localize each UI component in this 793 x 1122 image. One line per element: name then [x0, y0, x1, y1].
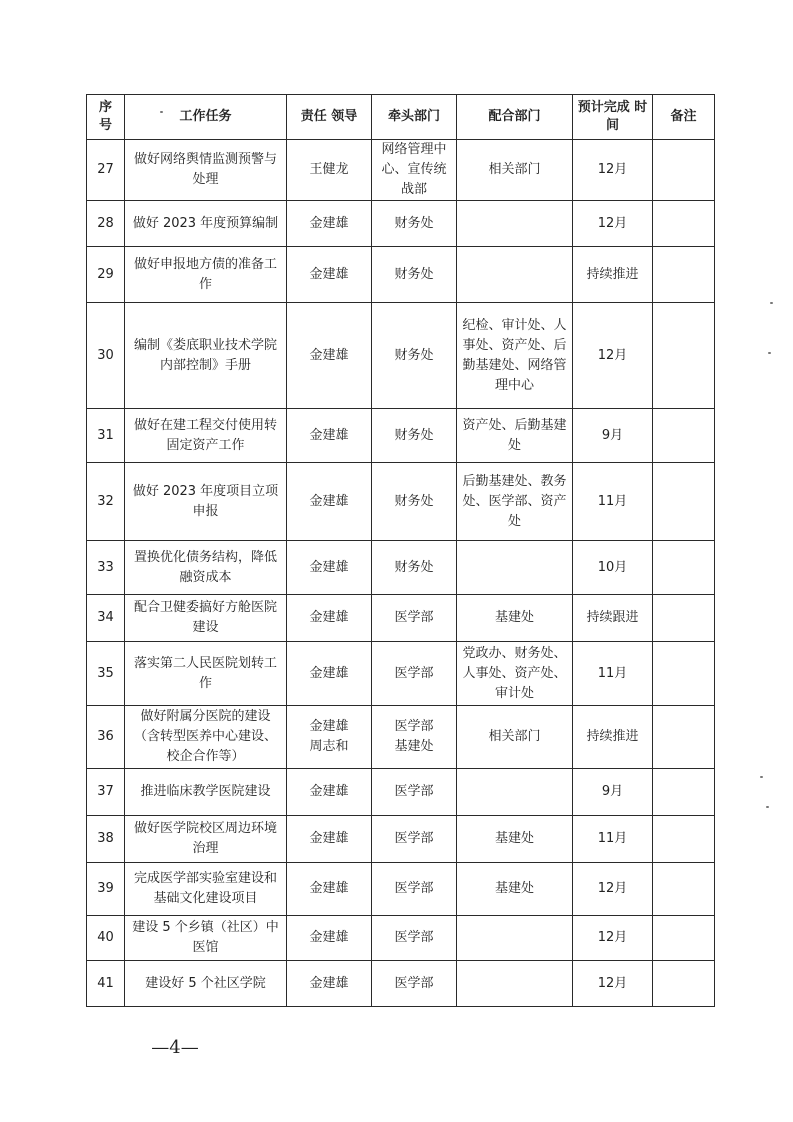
- cell-note: [653, 961, 715, 1007]
- cell-seq: 41: [87, 961, 125, 1007]
- cell-task: 完成医学部实验室建设和基础文化建设项目: [125, 863, 287, 916]
- cell-seq: 36: [87, 706, 125, 769]
- table-row: [87, 247, 715, 303]
- cell-note: [653, 463, 715, 541]
- cell-due: 11月: [573, 642, 653, 706]
- work-task-table: [86, 94, 715, 1007]
- cell-seq: 29: [87, 247, 125, 303]
- scan-speck: [760, 776, 763, 778]
- table-row: [87, 916, 715, 961]
- cell-note: [653, 706, 715, 769]
- header-lead-dept: 牵头部门: [372, 95, 457, 140]
- table-row: [87, 961, 715, 1007]
- cell-task: 推进临床教学医院建设: [125, 769, 287, 816]
- cell-coop-dept: 党政办、财务处、人事处、资产处、审计处: [457, 642, 573, 706]
- scan-speck: [766, 806, 769, 808]
- cell-lead-dept: 医学部: [372, 595, 457, 642]
- header-due: 预计完成 时间: [573, 95, 653, 140]
- cell-note: [653, 201, 715, 247]
- cell-coop-dept: 后勤基建处、教务处、医学部、资产处: [457, 463, 573, 541]
- cell-note: [653, 863, 715, 916]
- cell-seq: 32: [87, 463, 125, 541]
- cell-leader: 金建雄: [287, 863, 372, 916]
- cell-lead-dept: 医学部: [372, 642, 457, 706]
- cell-note: [653, 541, 715, 595]
- cell-lead-dept: 财务处: [372, 303, 457, 409]
- cell-note: [653, 916, 715, 961]
- table-row: [87, 201, 715, 247]
- cell-note: [653, 303, 715, 409]
- page-number: —4—: [151, 1037, 199, 1058]
- cell-leader: 金建雄: [287, 769, 372, 816]
- cell-seq: 40: [87, 916, 125, 961]
- cell-note: [653, 816, 715, 863]
- cell-coop-dept: 基建处: [457, 863, 573, 916]
- cell-note: [653, 247, 715, 303]
- table-row: [87, 463, 715, 541]
- cell-lead-dept: 医学部: [372, 961, 457, 1007]
- cell-seq: 34: [87, 595, 125, 642]
- table-row: [87, 595, 715, 642]
- cell-task: 做好附属分医院的建设（含转型医养中心建设、校企合作等）: [125, 706, 287, 769]
- cell-coop-dept: 基建处: [457, 816, 573, 863]
- cell-coop-dept: 相关部门: [457, 140, 573, 201]
- cell-task: 做好申报地方债的准备工作: [125, 247, 287, 303]
- cell-seq: 33: [87, 541, 125, 595]
- table-row: [87, 816, 715, 863]
- table-row: [87, 642, 715, 706]
- cell-leader: 金建雄: [287, 961, 372, 1007]
- cell-seq: 39: [87, 863, 125, 916]
- cell-note: [653, 409, 715, 463]
- cell-coop-dept: 相关部门: [457, 706, 573, 769]
- header-seq: 序 号: [87, 95, 125, 140]
- cell-note: [653, 595, 715, 642]
- cell-note: [653, 769, 715, 816]
- cell-coop-dept: 纪检、审计处、人事处、资产处、后勤基建处、网络管理中心: [457, 303, 573, 409]
- cell-due: 12月: [573, 201, 653, 247]
- header-note: 备注: [653, 95, 715, 140]
- table-body: [87, 140, 715, 1007]
- cell-task: 编制《娄底职业技术学院内部控制》手册: [125, 303, 287, 409]
- cell-coop-dept: [457, 201, 573, 247]
- header-row: [87, 95, 715, 140]
- cell-coop-dept: [457, 961, 573, 1007]
- cell-leader: 金建雄: [287, 409, 372, 463]
- cell-leader: 金建雄: [287, 916, 372, 961]
- cell-task: 做好 2023 年度项目立项申报: [125, 463, 287, 541]
- cell-leader: 王健龙: [287, 140, 372, 201]
- cell-lead-dept: 财务处: [372, 409, 457, 463]
- cell-leader: 金建雄 周志和: [287, 706, 372, 769]
- scan-speck: [770, 302, 773, 304]
- cell-note: [653, 140, 715, 201]
- table-row: [87, 863, 715, 916]
- cell-due: 11月: [573, 463, 653, 541]
- cell-coop-dept: [457, 541, 573, 595]
- cell-task: 做好在建工程交付使用转固定资产工作: [125, 409, 287, 463]
- cell-due: 9月: [573, 409, 653, 463]
- scan-speck: [160, 111, 163, 113]
- table-row: [87, 541, 715, 595]
- cell-note: [653, 642, 715, 706]
- cell-lead-dept: 医学部 基建处: [372, 706, 457, 769]
- cell-due: 持续跟进: [573, 595, 653, 642]
- cell-leader: 金建雄: [287, 247, 372, 303]
- header-leader: 责任 领导: [287, 95, 372, 140]
- cell-lead-dept: 医学部: [372, 769, 457, 816]
- cell-seq: 35: [87, 642, 125, 706]
- cell-due: 12月: [573, 863, 653, 916]
- cell-due: 9月: [573, 769, 653, 816]
- cell-lead-dept: 财务处: [372, 247, 457, 303]
- cell-due: 12月: [573, 303, 653, 409]
- table-row: [87, 303, 715, 409]
- cell-task: 做好网络舆情监测预警与处理: [125, 140, 287, 201]
- table-row: [87, 769, 715, 816]
- cell-task: 做好医学院校区周边环境治理: [125, 816, 287, 863]
- scan-speck: [768, 352, 771, 354]
- cell-coop-dept: [457, 247, 573, 303]
- cell-lead-dept: 财务处: [372, 541, 457, 595]
- cell-seq: 38: [87, 816, 125, 863]
- cell-leader: 金建雄: [287, 595, 372, 642]
- cell-due: 12月: [573, 961, 653, 1007]
- cell-leader: 金建雄: [287, 201, 372, 247]
- table-row: [87, 140, 715, 201]
- cell-task: 建设 5 个乡镇（社区）中医馆: [125, 916, 287, 961]
- cell-task: 落实第二人民医院划转工作: [125, 642, 287, 706]
- cell-seq: 31: [87, 409, 125, 463]
- cell-due: 10月: [573, 541, 653, 595]
- cell-seq: 27: [87, 140, 125, 201]
- cell-leader: 金建雄: [287, 816, 372, 863]
- cell-leader: 金建雄: [287, 463, 372, 541]
- cell-leader: 金建雄: [287, 541, 372, 595]
- cell-lead-dept: 医学部: [372, 863, 457, 916]
- cell-task: 做好 2023 年度预算编制: [125, 201, 287, 247]
- cell-lead-dept: 医学部: [372, 916, 457, 961]
- cell-leader: 金建雄: [287, 303, 372, 409]
- cell-coop-dept: 资产处、后勤基建处: [457, 409, 573, 463]
- cell-seq: 30: [87, 303, 125, 409]
- cell-leader: 金建雄: [287, 642, 372, 706]
- cell-coop-dept: [457, 916, 573, 961]
- cell-due: 11月: [573, 816, 653, 863]
- cell-lead-dept: 财务处: [372, 463, 457, 541]
- cell-task: 配合卫健委搞好方舱医院建设: [125, 595, 287, 642]
- cell-seq: 28: [87, 201, 125, 247]
- cell-coop-dept: [457, 769, 573, 816]
- cell-due: 持续推进: [573, 706, 653, 769]
- cell-lead-dept: 网络管理中心、宣传统战部: [372, 140, 457, 201]
- cell-due: 持续推进: [573, 247, 653, 303]
- header-coop-dept: 配合部门: [457, 95, 573, 140]
- cell-task: 置换优化债务结构，降低融资成本: [125, 541, 287, 595]
- header-task: 工作任务: [125, 95, 287, 140]
- table-row: [87, 409, 715, 463]
- cell-task: 建设好 5 个社区学院: [125, 961, 287, 1007]
- cell-lead-dept: 医学部: [372, 816, 457, 863]
- cell-due: 12月: [573, 916, 653, 961]
- cell-seq: 37: [87, 769, 125, 816]
- cell-lead-dept: 财务处: [372, 201, 457, 247]
- cell-due: 12月: [573, 140, 653, 201]
- table-row: [87, 706, 715, 769]
- cell-coop-dept: 基建处: [457, 595, 573, 642]
- table-header: [87, 95, 715, 140]
